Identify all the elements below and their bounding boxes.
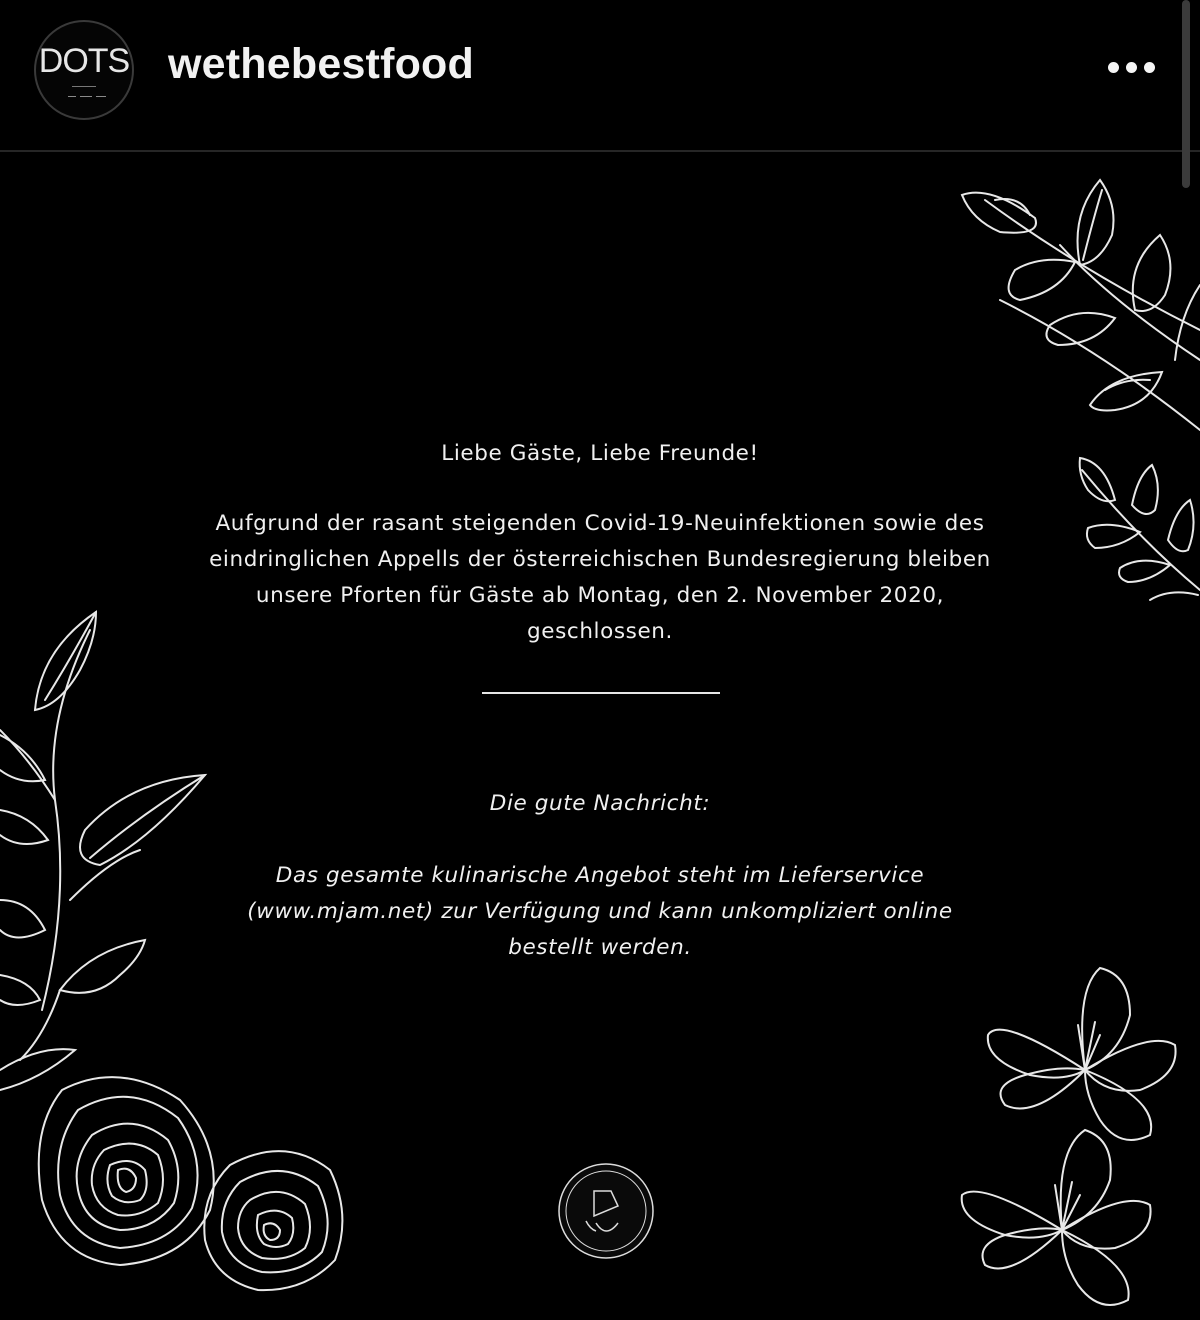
leaf-vine-left [0,612,205,1090]
announcement-line: Aufgrund der rasant steigenden Covid-19-Neuinfektionen sowie des [215,511,985,536]
avatar-tagline-decoration [36,96,132,100]
announcement-line: geschlossen. [527,619,673,644]
delivery-info [100,858,1100,966]
delivery-info-line: Das gesamte kulinarische Angebot steht im Lieferservice [275,863,925,888]
scrollbar[interactable] [1182,0,1190,188]
section-divider [482,692,720,694]
flower-right-top [988,968,1176,1140]
good-news-title: Die gute Nachricht: [489,791,711,816]
avatar-logo: DOTS [38,42,130,80]
more-options-button[interactable] [1100,52,1164,84]
closure-announcement [100,506,1100,650]
avatar[interactable] [34,20,134,120]
post-greeting: Liebe Gäste, Liebe Freunde! [441,441,759,466]
announcement-line: eindringlichen Appells der österreichischen Bundesregierung bleiben [209,547,991,572]
delivery-info-line: (www.mjam.net) zur Verfügung und kann unkompliziert online [247,899,953,924]
post-header [0,0,1200,152]
leaf-branch-top-right [962,180,1200,430]
delivery-info-line: bestellt werden. [508,935,692,960]
username-link[interactable]: wethebestfood [168,40,474,88]
rose-left [39,1077,214,1265]
avatar-divider [72,86,96,87]
more-horizontal-icon [1108,62,1119,73]
flower-right-bottom [962,1130,1151,1305]
announcement-line: unsere Pforten für Gäste ab Montag, den 2. November 2020, [255,583,945,608]
restaurant-seal-logo [556,1161,656,1261]
rose-left-small [204,1151,342,1290]
more-horizontal-icon-dot [1144,62,1155,73]
more-horizontal-icon-dot [1126,62,1137,73]
